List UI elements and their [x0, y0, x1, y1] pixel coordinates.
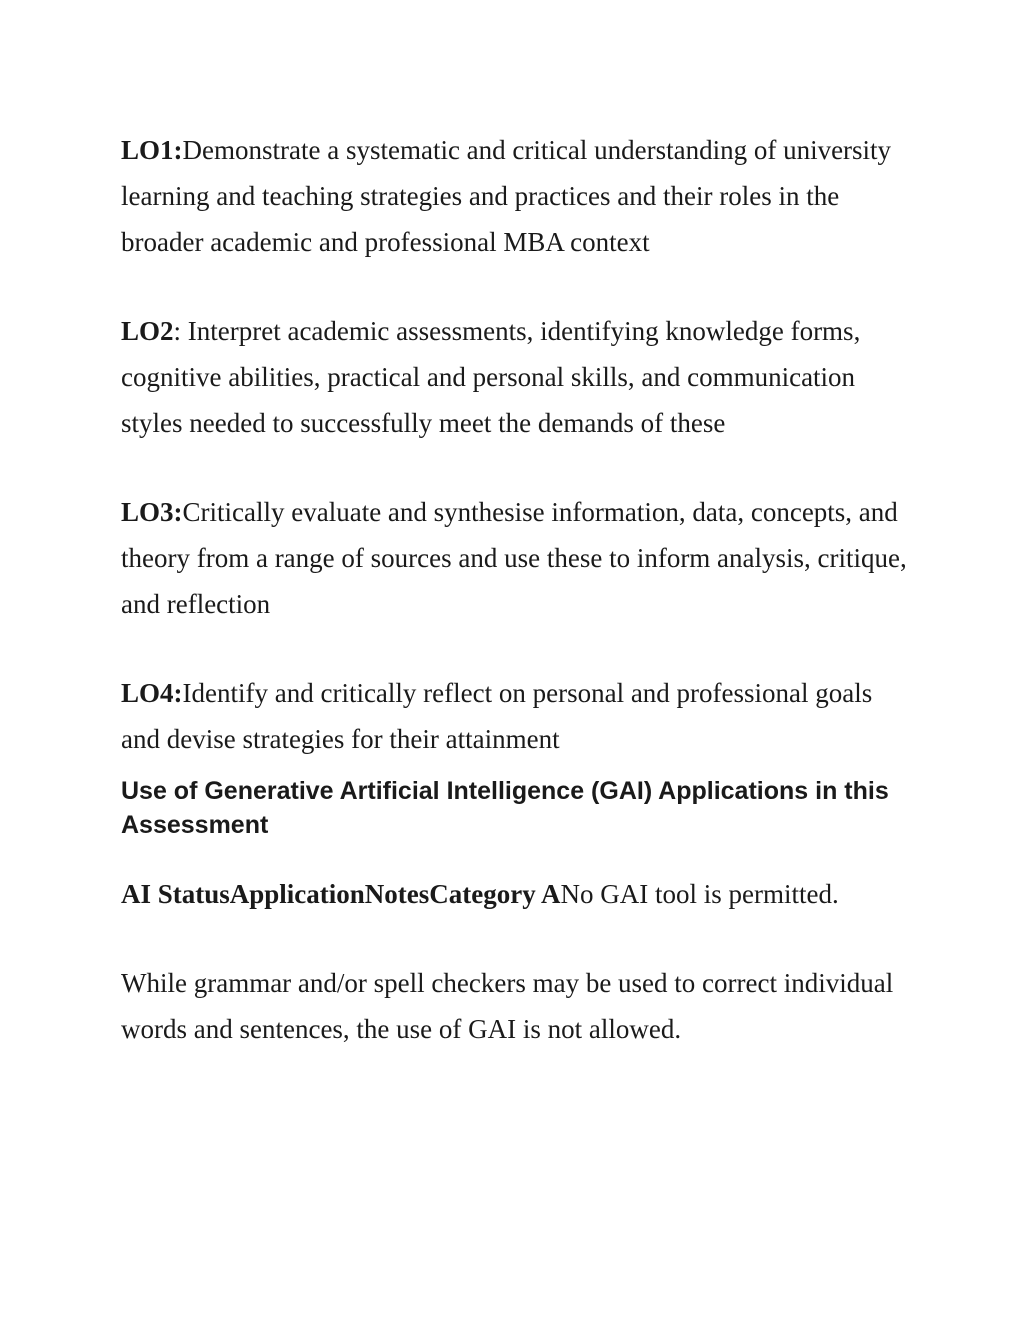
- learning-outcome-text: Identify and critically reflect on personal and professional goals and devise strategies for their attainment: [121, 678, 873, 754]
- learning-outcome-text: Critically evaluate and synthesise information, data, concepts, and theory from a range of sources and use these to inform analysis, critique, and reflection: [121, 497, 907, 619]
- learning-outcome-text: Demonstrate a systematic and critical understanding of university learning and teaching strategies and practices and their roles in the broader academic and professional MBA context: [121, 135, 892, 257]
- learning-outcome-2: [121, 308, 911, 446]
- ai-status-text: No GAI tool is permitted.: [560, 879, 839, 909]
- gai-section-heading: Use of Generative Artificial Intelligence (GAI) Applications in this Assessment: [121, 777, 889, 839]
- learning-outcome-label: LO1:: [121, 135, 183, 165]
- learning-outcome-3: [121, 489, 911, 627]
- gai-note-paragraph: While grammar and/or spell checkers may be used to correct individual words and sentences, the use of GAI is not allowed.: [121, 968, 894, 1044]
- learning-outcome-label: LO2: [121, 316, 174, 346]
- ai-status-label: AI StatusApplicationNotesCategory A: [121, 879, 561, 909]
- learning-outcome-label: LO4:: [121, 678, 183, 708]
- learning-outcome-text: : Interpret academic assessments, identifying knowledge forms, cognitive abilities, practical and personal skills, and communication styles needed to successfully meet the demands of these: [121, 316, 861, 438]
- learning-outcome-label: LO3:: [121, 497, 183, 527]
- learning-outcome-4: [121, 670, 911, 762]
- ai-status-paragraph: [121, 871, 911, 917]
- document-page: [121, 127, 911, 1052]
- learning-outcome-1: [121, 127, 911, 265]
